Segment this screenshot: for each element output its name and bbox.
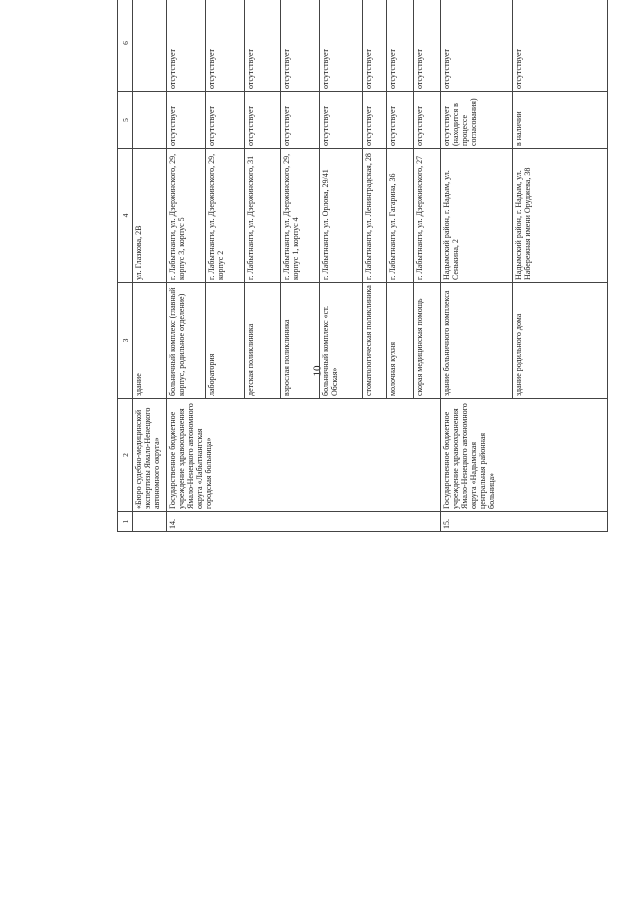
address-cell: г. Лабытнанги, ул. Ленинградская, 28 bbox=[363, 149, 387, 283]
object-cell: лаборатория bbox=[206, 283, 245, 399]
organization-cell: «Бюро судебно-медицинской экспертизы Ямало-Ненецкого автономного округа» bbox=[133, 399, 167, 512]
table-row bbox=[133, 0, 167, 532]
organization-cell: Государственное бюджетное учреждение здравоохранения Ямало-Ненецкого автономного округа «Надымская центральная районная больница» bbox=[441, 399, 608, 512]
header-cell: 5 bbox=[118, 92, 133, 149]
col6-cell: отсутствует bbox=[513, 0, 608, 92]
col5-cell bbox=[133, 92, 167, 149]
organization-cell: Государственное бюджетное учреждение здравоохранения Ямало-Ненецкого автономного округа «Лабытнангская городская больница» bbox=[167, 399, 441, 512]
col5-cell: отсутствует bbox=[387, 92, 414, 149]
col6-cell bbox=[133, 0, 167, 92]
col6-cell: отсутствует bbox=[414, 0, 441, 92]
page-number: 10 bbox=[311, 365, 324, 377]
col5-cell: отсутствует bbox=[167, 92, 206, 149]
col6-cell: отсутствует bbox=[363, 0, 387, 92]
address-cell: г. Лабытнанги, ул. Дзержинского, 29, корпус 2 bbox=[206, 149, 245, 283]
address-cell: г. Лабытнанги, ул. Дзержинского, 27 bbox=[414, 149, 441, 283]
col6-cell: отсутствует bbox=[320, 0, 363, 92]
object-cell: здание bbox=[133, 283, 167, 399]
col6-cell: отсутствует bbox=[281, 0, 320, 92]
object-cell: больничный комплекс (главный корпус, родильное отделение) bbox=[167, 283, 206, 399]
header-cell: 6 bbox=[118, 0, 133, 92]
address-cell: Надымский район, г. Надым, ул. Сенькина, 2 bbox=[441, 149, 513, 283]
col5-cell: отсутствует bbox=[320, 92, 363, 149]
table-row bbox=[441, 0, 513, 532]
col5-cell: отсутствует bbox=[363, 92, 387, 149]
col5-cell: отсутствует (находится в процессе согласования) bbox=[441, 92, 513, 149]
object-cell: здание больничного комплекса bbox=[441, 283, 513, 399]
row-number-cell: 14. bbox=[167, 512, 441, 532]
col6-cell: отсутствует bbox=[245, 0, 281, 92]
row-number-cell bbox=[133, 512, 167, 532]
col5-cell: отсутствует bbox=[414, 92, 441, 149]
address-cell: г. Лабытнанги, ул. Дзержинского, 29, корпус 1, корпус 4 bbox=[281, 149, 320, 283]
facilities-table bbox=[117, 0, 608, 532]
col5-cell: отсутствует bbox=[281, 92, 320, 149]
row-number-cell: 15. bbox=[441, 512, 608, 532]
col5-cell: отсутствует bbox=[206, 92, 245, 149]
address-cell: Надымский район, г. Надым, ул. Набережная имени Оруджева, 38 bbox=[513, 149, 608, 283]
address-cell: ул. Глазкова, 2В bbox=[133, 149, 167, 283]
header-row bbox=[118, 0, 133, 532]
col5-cell: в наличии bbox=[513, 92, 608, 149]
col6-cell: отсутствует bbox=[387, 0, 414, 92]
col6-cell: отсутствует bbox=[167, 0, 206, 92]
object-cell: стоматологическая поликлиника bbox=[363, 283, 387, 399]
header-cell: 3 bbox=[118, 283, 133, 399]
header-cell: 1 bbox=[118, 512, 133, 532]
object-cell: детская поликлиника bbox=[245, 283, 281, 399]
col5-cell: отсутствует bbox=[245, 92, 281, 149]
object-cell: молочная кухня bbox=[387, 283, 414, 399]
col6-cell: отсутствует bbox=[206, 0, 245, 92]
object-cell: здание родильного дома bbox=[513, 283, 608, 399]
object-cell: больничный комплекс «ст. Обская» bbox=[320, 283, 363, 399]
address-cell: г. Лабытнанги, ул. Дзержинского, 31 bbox=[245, 149, 281, 283]
address-cell: г. Лабытнанги, ул. Гагарина, 36 bbox=[387, 149, 414, 283]
address-cell: г. Лабытнанги, ул. Орлова, 29/41 bbox=[320, 149, 363, 283]
table-container bbox=[117, 38, 611, 857]
header-cell: 4 bbox=[118, 149, 133, 283]
object-cell: взрослая поликлиника bbox=[281, 283, 320, 399]
object-cell: скорая медицинская помощь bbox=[414, 283, 441, 399]
table-row bbox=[167, 0, 206, 532]
address-cell: г. Лабытнанги, ул. Дзержинского, 29, корпус 3, корпус 5 bbox=[167, 149, 206, 283]
col6-cell: отсутствует bbox=[441, 0, 513, 92]
header-cell: 2 bbox=[118, 399, 133, 512]
